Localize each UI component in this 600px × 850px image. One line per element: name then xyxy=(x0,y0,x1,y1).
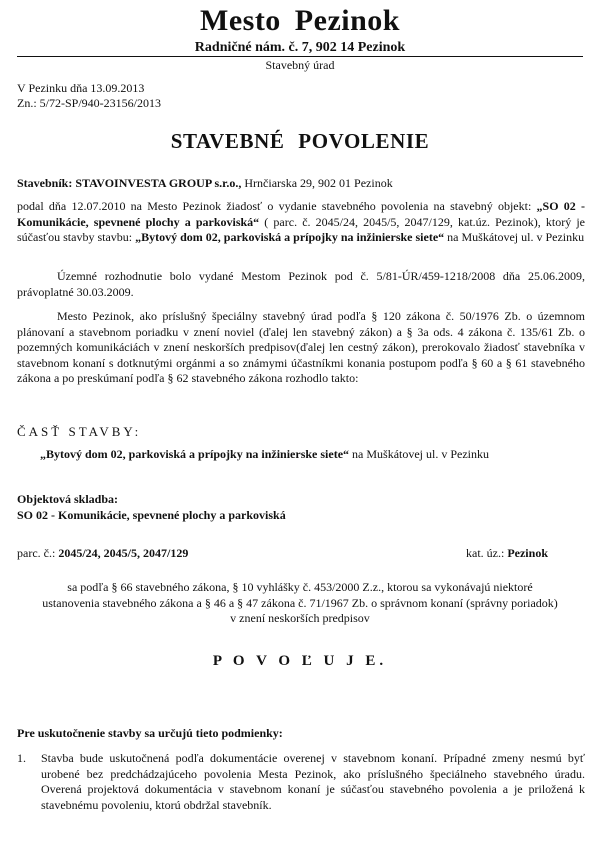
builder-line xyxy=(17,176,585,192)
construction-part-name: „Bytový dom 02, parkoviská a prípojky na inžinierske siete“ xyxy=(40,447,350,461)
cadastral-value: Pezinok xyxy=(507,546,548,560)
office-name: Stavebný úrad xyxy=(265,58,335,72)
section-heading: ČASŤ STAVBY: xyxy=(17,424,142,439)
builder-name: STAVOINVESTA GROUP s.r.o., xyxy=(75,176,242,190)
condition-text: Stavba bude uskutočnená podľa dokumentácie overenej v stavebnom konaní. Prípadné zmeny nesmú byť urobené bez predchádzajúceho povolenia Mesta Pezinok, ako príslušného špeciálneho stavebného úradu. Overená projektová dokumentácia v stavebnom konaní je súčasťou stavebného povolenia a je priložená k stavebnému povoleniu, ktorú obdržal stavebník. xyxy=(41,751,585,812)
construction-part xyxy=(40,447,585,463)
document-title: STAVEBNÉ POVOLENIE xyxy=(170,129,430,153)
object-composition-label: Objektová skladba: xyxy=(17,492,119,506)
header-divider xyxy=(17,56,583,57)
construction-part-location: na Muškátovej ul. v Pezinku xyxy=(349,447,490,461)
reference-number: Zn.: 5/72-SP/940-23156/2013 xyxy=(17,96,162,110)
permits-heading: P O V O Ľ U J E. xyxy=(212,653,388,669)
legal-basis: sa podľa § 66 stavebného zákona, § 10 vyhlášky č. 453/2000 Z.z., ktorou sa vykonávajú niektoré ustanovenia stavebného zákona a § 46 a § 47 zákona č. 71/1967 Zb. o správnom konaní (správny poriadok) v znení neskorších predpisov xyxy=(42,580,558,625)
parcel-line xyxy=(17,546,188,561)
conditions-title: Pre uskutočnenie stavby sa určujú tieto podmienky: xyxy=(17,726,283,740)
application-text: podal dňa 12.07.2010 na Mesto Pezinok žiadosť o vydanie stavebného povolenia na stavebný objekt: xyxy=(17,199,537,213)
zoning-decision-paragraph: Územné rozhodnutie bolo vydané Mestom Pezinok pod č. 5/81-ÚR/459-1218/2008 dňa 25.06.2009, právoplatné 30.03.2009. xyxy=(17,269,585,299)
application-parcel-text: ( parc. č. 2045/24, 2045/5, 2047/129, kat.úz. Pezinok), ktorý je súčasťou stavby stavbu: xyxy=(17,214,585,244)
condition-item xyxy=(17,751,585,813)
cadastral-line xyxy=(466,546,548,561)
condition-number: 1. xyxy=(17,751,26,765)
builder-address: Hrnčiarska 29, 902 01 Pezinok xyxy=(241,176,393,190)
application-paragraph xyxy=(17,199,585,246)
object-composition-name: SO 02 - Komunikácie, spevnené plochy a parkoviská xyxy=(17,508,286,522)
building-name-inline: „Bytový dom 02, parkoviská a prípojky na inžinierske siete“ xyxy=(135,230,445,244)
cadastral-label: kat. úz.: xyxy=(466,546,508,560)
parcel-label: parc. č.: xyxy=(17,546,59,560)
builder-label: Stavebník: xyxy=(17,176,73,190)
parcel-value: 2045/24, 2045/5, 2047/129 xyxy=(58,546,189,560)
date-line: V Pezinku dňa 13.09.2013 xyxy=(17,81,145,95)
authority-paragraph: Mesto Pezinok, ako príslušný špeciálny stavebný úrad podľa § 120 zákona č. 50/1976 Zb. o územnom plánovaní a stavebnom poriadku v znení noviel (ďalej len stavebný zákon) a § 3a ods. 4 zákona č. 135/61 Zb. o pozemných komunikáciách v znení neskorších predpisov(ďalej len cestný zákon), prerokovalo žiadosť stavebníka v stavebnom konaní s dotknutými orgánmi a so známymi účastníkmi konania postupom podľa § 60 a § 61 stavebného zákona a po preskúmaní podľa § 62 stavebného zákona rozhodlo takto: xyxy=(17,309,585,385)
application-location-text: na Muškátovej ul. v Pezinku xyxy=(444,230,585,244)
city-title: Mesto Pezinok xyxy=(200,4,400,37)
city-address: Radničné nám. č. 7, 902 14 Pezinok xyxy=(194,40,406,55)
object-name-inline: „SO 02 - Komunikácie, spevnené plochy a parkoviská“ xyxy=(17,199,585,229)
